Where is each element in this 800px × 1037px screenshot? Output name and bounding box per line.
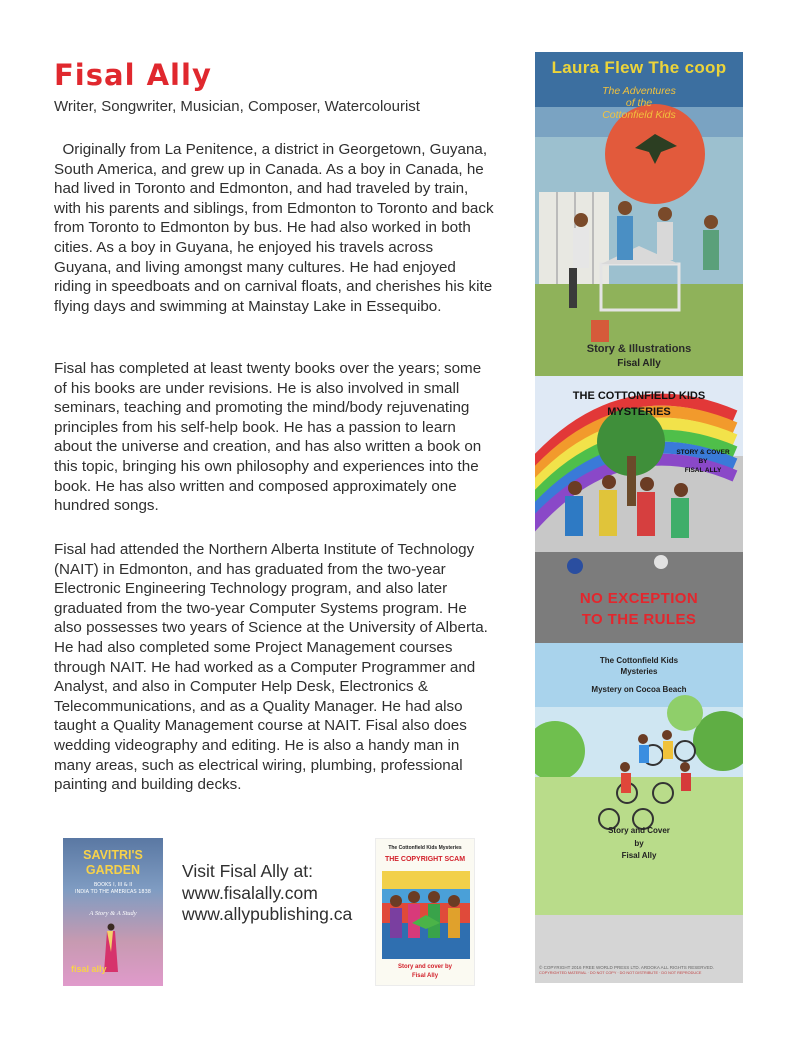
- cover-subtitle-line: BOOKS I, III & II: [93, 882, 133, 888]
- book-series: [535, 655, 743, 677]
- mystery-on-cocoa-beach-cover[interactable]: [535, 643, 743, 915]
- cover-credit-line: Story and cover by: [397, 964, 453, 970]
- book-covers-strip: [535, 52, 743, 983]
- cover-title-line: SAVITRI'S: [83, 848, 143, 862]
- bicycle-park-illustration: [535, 643, 743, 915]
- book-credit-line: STORY & COVER: [676, 449, 730, 456]
- visit-info: [182, 861, 352, 926]
- cover-subtitle: [63, 882, 163, 896]
- book-title-line: THE COTTONFIELD KIDS: [572, 390, 706, 402]
- bio-paragraph-education: Fisal had attended the Northern Alberta Institute of Technology (NAIT) in Edmonton, and has graduated from the two-year Electronic Engineering Technology program, and also later graduated from the two-year Computer Systems program. He also possesses two years of Science at the University of Alberta. He had also completed some Project Management courses through NAIT. He had worked as a Computer Programmer and Analyst, and also in Computer Help Desk, Electronics & Telecommunications, and as a Quality Manager. He had also taught a Quality Management course at NAIT. Fisal also does wedding videography and editing. He is also a handy man in many areas, such as electrical wiring, plumbing, professional painting and building decks.: [54, 541, 488, 794]
- book-title: Laura Flew The coop: [551, 58, 727, 77]
- cover-author: fisal ally: [71, 964, 107, 974]
- book-title: [535, 388, 743, 420]
- cover-title-line: GARDEN: [85, 863, 141, 877]
- book-subtitle-line: Cottonfield Kids: [602, 109, 676, 121]
- website-link-allypublishing[interactable]: www.allypublishing.ca: [182, 904, 353, 924]
- book-credit-line: FISAL ALLY: [684, 467, 722, 474]
- book-subtitle-line: The Adventures: [602, 85, 676, 97]
- book-title-line: MYSTERIES: [607, 406, 671, 418]
- author-roles: Writer, Songwriter, Musician, Composer, Watercolourist: [54, 98, 420, 115]
- laura-flew-the-coop-cover[interactable]: [535, 52, 743, 376]
- book-author: Fisal Ally: [617, 358, 661, 369]
- savitris-garden-cover[interactable]: [63, 838, 163, 986]
- book-subtitle-line: TO THE RULES: [581, 611, 697, 628]
- book-subtitle-line: NO EXCEPTION: [579, 590, 699, 607]
- copyright-notice: © COPYRIGHT 2016 FREE WORLD PRESS LTD. ARDOKA ALL RIGHTS RESERVED.: [539, 965, 714, 970]
- book-credit-line: Fisal Ally: [621, 851, 657, 860]
- no-exception-to-the-rules-cover[interactable]: [535, 376, 743, 643]
- book-credit: Story & Illustrations: [586, 343, 692, 355]
- bio-text: Originally from La Penitence, a district in Georgetown, Guyana, South America, and grew up in Canada. As a boy in Canada, he had lived in Toronto and Edmonton, and had traveled by train, with his parents and siblings, from Edmonton to Toronto and back from Toronto to Edmonton by bus. He had also worked in both cities. As a boy in Guyana, he enjoyed his travels across Guyana, and living amongst many cultures. He had enjoyed riding in speedboats and on carnival floats, and cherishes his kite flying days and swimming at Mainstay Lake in Essequibo.: [54, 141, 494, 315]
- book-series-line: Mysteries: [620, 667, 658, 676]
- cover-series: The Cottonfield Kids Mysteries: [388, 845, 462, 851]
- book-subtitle: [535, 588, 743, 630]
- book-credit: [535, 825, 743, 863]
- cover-subtitle-line: INDIA TO THE AMERICAS 1838: [75, 889, 151, 895]
- cover-credit: [376, 963, 474, 981]
- book-credit-line: BY: [698, 458, 708, 465]
- book-title: Mystery on Cocoa Beach: [591, 685, 687, 694]
- book-credit: [663, 448, 743, 475]
- book-credit-line: Story and Cover: [608, 826, 670, 835]
- cover-title: [63, 848, 163, 878]
- cover-title: THE COPYRIGHT SCAM: [384, 856, 466, 863]
- website-link-fisalally[interactable]: www.fisalally.com: [182, 882, 318, 903]
- copyright-scam-cover[interactable]: [375, 838, 475, 986]
- visit-label: Visit Fisal Ally at:: [182, 861, 313, 881]
- book-subtitle-line: of the: [625, 97, 653, 109]
- author-name: Fisal Ally: [54, 58, 212, 92]
- bio-paragraph-books: Fisal has completed at least twenty books over the years; some of his books are under revisions. He is also involved in small seminars, teaching and promoting the mind/body rejuvenating principles from his self-help book. He has a passion to learn about the universe and creation, and has also written a book on this topic, bringing his own philosophy and experiences into the book. He has also written and composed approximately one hundred songs.: [54, 360, 482, 515]
- bio-paragraph-origins: [54, 140, 494, 316]
- book-subtitle: [535, 85, 743, 121]
- book-credit-line: by: [634, 838, 644, 848]
- kids-group-illustration: [382, 871, 470, 959]
- cover-tagline: A Story & A Study: [89, 910, 137, 917]
- copyright-warning: COPYRIGHTED MATERIAL · DO NOT COPY · DO NOT DISTRIBUTE · DO NOT REPRODUCE: [539, 971, 702, 975]
- book-series-line: The Cottonfield Kids: [599, 656, 679, 665]
- cover-credit-line: Fisal Ally: [411, 973, 439, 979]
